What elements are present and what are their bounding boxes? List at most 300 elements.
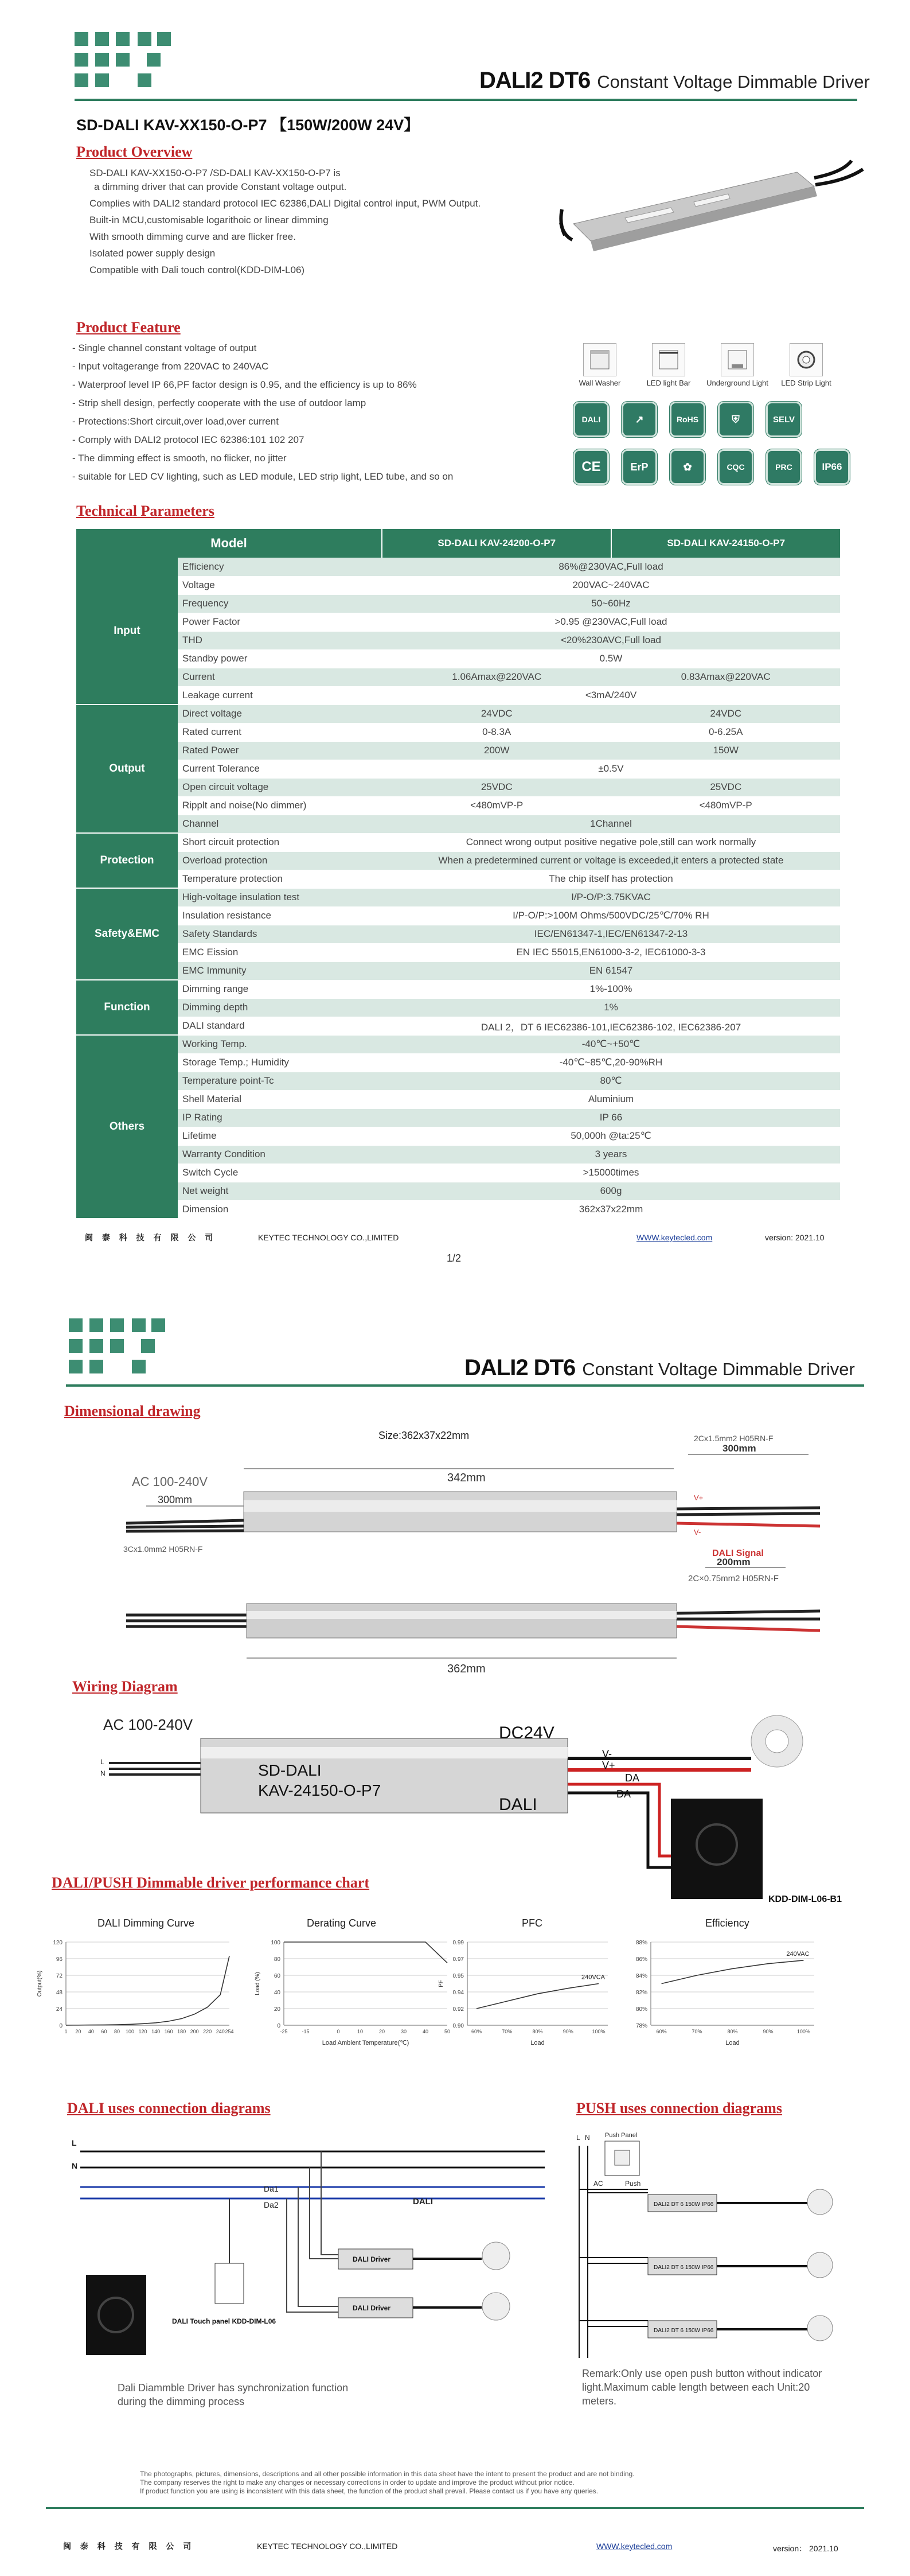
y-tick-label: 0.90 (452, 2023, 464, 2029)
table-row (76, 686, 840, 705)
footer-divider (46, 2507, 864, 2509)
dim-362: 362mm (447, 1663, 486, 1675)
dim-ac-label: AC 100-240V (132, 1474, 208, 1489)
dim-300-left: 300mm (158, 1494, 193, 1505)
wiring-l: L (100, 1758, 104, 1766)
param-value: <20%230AVC,Full load (382, 631, 840, 649)
param-value-a: 200W (382, 741, 611, 760)
table-row (76, 668, 840, 686)
ce-cert-icon: CE (573, 449, 609, 485)
list-item: Built-in MCU,customisable logarithoic or linear dimming (89, 215, 329, 225)
param-name: Temperature point-Tc (178, 1072, 382, 1090)
cert-row-2 (573, 449, 862, 485)
y-tick-label: 40 (274, 1990, 280, 1996)
list-item: a dimming driver that can provide Constant voltage output. (94, 181, 347, 192)
tech-heading: Technical Parameters (76, 503, 214, 519)
x-tick-label: 80 (114, 2029, 120, 2034)
x-tick-label: 80% (727, 2029, 738, 2034)
wall-washer-icon (583, 343, 616, 376)
dim-size-label: Size:362x37x22mm (378, 1430, 470, 1441)
app-underground-light: Underground Light (703, 343, 772, 387)
table-row (76, 925, 840, 943)
wiring-n: N (100, 1769, 106, 1777)
dim-dali-signal: DALI Signal (712, 1548, 764, 1558)
series-line (477, 1984, 599, 2009)
ecodesign-cert-icon: ✿ (670, 449, 705, 485)
param-name: Open circuit voltage (178, 778, 382, 796)
dimming-cert-icon: ↗ (622, 402, 657, 437)
param-value-b: 0.83Amax@220VAC (611, 668, 840, 686)
param-value: >15000times (382, 1164, 840, 1182)
chart-pfc (436, 1933, 619, 2054)
y-tick-label: 60 (274, 1973, 280, 1979)
y-tick-label: 96 (56, 1956, 63, 1963)
x-tick-label: 40 (422, 2029, 429, 2034)
table-row (76, 649, 840, 668)
param-name: Insulation resistance (178, 906, 382, 925)
table-row (76, 558, 840, 576)
dali-conn-da1: Da1 (264, 2184, 279, 2193)
table-row (76, 962, 840, 980)
y-tick-label: 120 (53, 1940, 63, 1946)
param-name: Current (178, 668, 382, 686)
footer-url[interactable]: WWW.keytecled.com (636, 1233, 713, 1242)
list-item: SD-DALI KAV-XX150-O-P7 /SD-DALI KAV-XX150-O-P7 is (89, 168, 341, 178)
param-value: ±0.5V (382, 760, 840, 778)
wiring-heading: Wiring Diagram (72, 1678, 178, 1695)
table-row (76, 1145, 840, 1164)
param-value-b: 24VDC (611, 705, 840, 723)
param-value: 80℃ (382, 1072, 840, 1090)
param-name: Shell Material (178, 1090, 382, 1108)
list-item: - Comply with DALI2 protocol IEC 62386:101 102 207 (72, 434, 304, 445)
push-conn-heading: PUSH uses connection diagrams (576, 2100, 782, 2116)
param-name: Leakage current (178, 686, 382, 705)
x-tick-label: 90% (763, 2029, 774, 2034)
x-tick-label: -15 (302, 2029, 310, 2034)
table-row (76, 888, 840, 906)
param-name: Direct voltage (178, 705, 382, 723)
param-name: Efficiency (178, 558, 382, 576)
param-value: 50,000h @ta:25℃ (382, 1127, 840, 1145)
group-label: Safety&EMC (76, 888, 178, 980)
param-name: Lifetime (178, 1127, 382, 1145)
param-value: 1%-100% (382, 980, 840, 998)
table-row (76, 998, 840, 1017)
param-value: IP 66 (382, 1108, 840, 1127)
param-value: I/P-O/P:3.75KVAC (382, 888, 840, 906)
series-line (662, 1960, 804, 1984)
page-title: DALI2 DT6 Constant Voltage Dimmable Driver (464, 1355, 855, 1380)
x-axis-label: Load Ambient Temperature(℃) (322, 2040, 409, 2046)
disclaimer: The photographs, pictures, dimensions, descriptions and all other possible information in this data sheet have the intent to present the product and are not binding. The company reserves the right to make any changes or necessary corrections in order to update and improve the product without prior notice. If product function you are using is inconsistent with this data sheet, the function of the product shall prevail. Please contact us if you have any queries. (140, 2470, 635, 2495)
list-item: - Waterproof level IP 66,PF factor design is 0.95, and the efficiency is up to 86% (72, 379, 417, 390)
product-subtitle: SD-DALI KAV-XX150-O-P7 【150W/200W 24V】 (76, 116, 420, 134)
footer-url[interactable]: WWW.keytecled.com (596, 2542, 673, 2551)
x-tick-label: 30 (400, 2029, 407, 2034)
dali-conn-heading: DALI uses connection diagrams (67, 2100, 271, 2116)
header-divider (75, 99, 857, 101)
table-row (76, 1017, 840, 1035)
app-wall-washer: Wall Washer (565, 343, 634, 387)
dali-conn-dali: DALI (413, 2197, 433, 2207)
footer-version: version： 2021.10 (773, 2544, 838, 2553)
selv-cert-icon: SELV (766, 402, 802, 437)
table-row (76, 576, 840, 594)
y-tick-label: 0.94 (452, 1990, 464, 1996)
cert-row-1 (573, 402, 814, 437)
overview-list (85, 166, 481, 277)
y-tick-label: 84% (635, 1973, 647, 1979)
param-value: >0.95 @230VAC,Full load (382, 613, 840, 631)
y-tick-label: 0.97 (452, 1956, 464, 1963)
param-name: Warranty Condition (178, 1145, 382, 1164)
y-tick-label: 86% (635, 1956, 647, 1963)
param-value: -40℃~85℃,20-90%RH (382, 1053, 840, 1072)
param-name: Dimming depth (178, 998, 382, 1017)
dali-cert-icon: DALI (573, 402, 609, 437)
wiring-da2: DA (616, 1788, 631, 1800)
param-value-a: 1.06Amax@220VAC (382, 668, 611, 686)
param-value: IEC/EN61347-1,IEC/EN61347-2-13 (382, 925, 840, 943)
x-tick-label: 10 (357, 2029, 364, 2034)
param-name: Switch Cycle (178, 1164, 382, 1182)
param-value: I/P-O/P:>100M Ohms/500VDC/25℃/70% RH (382, 906, 840, 925)
led-bar-icon (652, 343, 685, 376)
table-row (76, 1072, 840, 1090)
table-row (76, 1053, 840, 1072)
push-conn-driver1: DALI2 DT 6 150W IP66 (654, 2201, 714, 2208)
chart-title-dali: DALI Dimming Curve (97, 1917, 195, 1929)
x-tick-label: 100 (126, 2029, 135, 2034)
y-tick-label: 0 (59, 2023, 63, 2029)
x-tick-label: 100% (796, 2029, 810, 2034)
prc-cert-icon: PRC (766, 449, 802, 485)
y-tick-label: 0.99 (452, 1940, 464, 1946)
table-header (76, 529, 840, 558)
param-name: Short circuit protection (178, 833, 382, 851)
push-conn-push: Push (625, 2180, 641, 2188)
page-title: DALI2 DT6 Constant Voltage Dimmable Driver (479, 68, 870, 93)
param-value: Connect wrong output positive negative pole,still can work normally (382, 833, 840, 851)
x-tick-label: 200 (190, 2029, 199, 2034)
param-name: Working Temp. (178, 1035, 382, 1053)
dim-cable-in: 3Cx1.0mm2 H05RN-F (123, 1544, 203, 1554)
param-name: EMC Immunity (178, 962, 382, 980)
x-axis-label: Load (725, 2040, 740, 2046)
param-value: 1% (382, 998, 840, 1017)
wiring-model1: SD-DALI (258, 1761, 322, 1779)
y-tick-label: 20 (274, 2006, 280, 2013)
col-model: Model (76, 529, 382, 558)
param-value-b: 25VDC (611, 778, 840, 796)
param-value: EN 61547 (382, 962, 840, 980)
y-tick-label: 72 (56, 1973, 63, 1979)
table-row (76, 1164, 840, 1182)
push-conn-n: N (585, 2134, 590, 2142)
safety-cert-icon: ⛨ (718, 402, 753, 437)
param-value: The chip itself has protection (382, 870, 840, 888)
page-number: 1/2 (447, 1252, 462, 1264)
y-tick-label: 78% (635, 2023, 647, 2029)
x-tick-label: 80% (532, 2029, 543, 2034)
wiring-model2: KAV-24150-O-P7 (258, 1781, 381, 1799)
param-value: Aluminium (382, 1090, 840, 1108)
param-name: Net weight (178, 1182, 382, 1200)
param-name: IP Rating (178, 1108, 382, 1127)
table-row (76, 833, 840, 851)
y-tick-label: 80 (274, 1956, 280, 1963)
app-strip-light: LED Strip Light (772, 343, 841, 387)
y-tick-label: 100 (271, 1940, 280, 1946)
param-value: 86%@230VAC,Full load (382, 558, 840, 576)
param-value: 50~60Hz (382, 594, 840, 613)
x-tick-label: 180 (177, 2029, 186, 2034)
param-value-b: 0-6.25A (611, 723, 840, 741)
list-item: With smooth dimming curve and are flicker free. (89, 231, 296, 242)
y-tick-label: 48 (56, 1990, 63, 1996)
application-icons (565, 343, 841, 387)
push-connection-diagram (573, 2128, 837, 2369)
company-logo (69, 1314, 166, 1386)
param-value: 1Channel (382, 815, 840, 833)
x-tick-label: 40 (88, 2029, 94, 2034)
push-conn-ac: AC (593, 2180, 603, 2188)
footer-company: KEYTEC TECHNOLOGY CO.,LIMITED (258, 1233, 399, 1242)
chart-title-eff: Efficiency (705, 1917, 749, 1929)
param-value: DALI 2，DT 6 IEC62386-101,IEC62386-102, IEC62386-207 (382, 1017, 840, 1035)
series-line (66, 1956, 229, 2025)
dim-cable-sig: 2C×0.75mm2 H05RN-F (688, 1574, 779, 1583)
param-value: 0.5W (382, 649, 840, 668)
group-label: Output (76, 705, 178, 833)
param-name: Storage Temp.; Humidity (178, 1053, 382, 1072)
dim-heading: Dimensional drawing (64, 1403, 201, 1419)
spec-table (76, 529, 840, 1219)
param-value: 600g (382, 1182, 840, 1200)
app-led-bar: LED light Bar (634, 343, 703, 387)
table-row (76, 1182, 840, 1200)
x-tick-label: 60% (656, 2029, 667, 2034)
param-value-b: 150W (611, 741, 840, 760)
y-axis-label: PF (438, 1980, 444, 1987)
list-item: - The dimming effect is smooth, no flicker, no jitter (72, 453, 287, 464)
wiring-vp: V+ (602, 1760, 615, 1771)
erp-cert-icon: ErP (622, 449, 657, 485)
param-name: Dimming range (178, 980, 382, 998)
dim-200: 200mm (717, 1557, 751, 1567)
rohs-cert-icon: RoHS (670, 402, 705, 437)
param-value: 3 years (382, 1145, 840, 1164)
footer-cn: 闽 泰 科 技 有 限 公 司 (85, 1233, 217, 1242)
x-tick-label: 70% (692, 2029, 702, 2034)
table-row (76, 594, 840, 613)
series-label: 240VAC (786, 1950, 810, 1958)
wiring-ac: AC 100-240V (103, 1716, 193, 1733)
param-name: Frequency (178, 594, 382, 613)
x-tick-label: 20 (378, 2029, 385, 2034)
param-name: DALI standard (178, 1017, 382, 1035)
strip-light-icon (790, 343, 823, 376)
param-name: Ripplt and noise(No dimmer) (178, 796, 382, 815)
x-tick-label: 240 (216, 2029, 225, 2034)
y-axis-label: Output(%) (37, 1970, 43, 1997)
list-item: - Protections:Short circuit,over load,over current (72, 416, 279, 427)
y-axis-label: Load (%) (255, 1972, 261, 1995)
col-model-b: SD-DALI KAV-24150-O-P7 (611, 529, 840, 558)
table-row (76, 705, 840, 723)
dali-conn-driver1: DALI Driver (353, 2255, 391, 2263)
param-name: Power Factor (178, 613, 382, 631)
x-tick-label: 220 (203, 2029, 212, 2034)
y-tick-label: 80% (635, 2006, 647, 2013)
y-tick-label: 82% (635, 1990, 647, 1996)
x-tick-label: -25 (280, 2029, 288, 2034)
table-row (76, 906, 840, 925)
param-value-b: <480mVP-P (611, 796, 840, 815)
x-tick-label: 140 (151, 2029, 161, 2034)
wiring-panel: KDD-DIM-L06-B1 (768, 1894, 842, 1904)
table-row (76, 943, 840, 962)
param-name: Rated current (178, 723, 382, 741)
push-conn-note: Remark:Only use open push button without indicator light.Maximum cable length between each Unit:20 meters. (582, 2368, 822, 2407)
company-logo (75, 28, 172, 99)
series-label: 240VCA (581, 1974, 606, 1981)
table-row (76, 851, 840, 870)
product-photo (556, 155, 866, 270)
header-divider (66, 1384, 864, 1387)
table-row (76, 723, 840, 741)
param-name: Rated Power (178, 741, 382, 760)
overview-heading: Product Overview (76, 143, 193, 160)
list-item: - Single channel constant voltage of output (72, 343, 257, 353)
table-row (76, 741, 840, 760)
table-row (76, 815, 840, 833)
param-name: THD (178, 631, 382, 649)
param-value: <3mA/240V (382, 686, 840, 705)
dali-conn-n: N (72, 2161, 78, 2170)
x-tick-label: 60 (101, 2029, 107, 2034)
list-item: - Input voltagerange from 220VAC to 240VAC (72, 361, 269, 372)
wiring-vm: V- (602, 1748, 612, 1760)
feature-heading: Product Feature (76, 319, 181, 336)
x-tick-label: 120 (138, 2029, 147, 2034)
param-value: 362x37x22mm (382, 1200, 840, 1219)
perf-heading: DALI/PUSH Dimmable driver performance chart (52, 1874, 370, 1891)
push-conn-driver3: DALI2 DT 6 150W IP66 (654, 2328, 714, 2334)
x-tick-label: 70% (502, 2029, 513, 2034)
dali-conn-da2: Da2 (264, 2200, 279, 2209)
chart-derating (252, 1933, 459, 2054)
x-tick-label: 20 (75, 2029, 81, 2034)
list-item: Compatible with Dali touch control(KDD-DIM-L06) (89, 264, 305, 275)
group-label: Input (76, 558, 178, 705)
param-value-a: 24VDC (382, 705, 611, 723)
param-name: Channel (178, 815, 382, 833)
wiring-da1: DA (625, 1772, 640, 1784)
series-line (284, 1942, 447, 1963)
dim-vplus: V+ (694, 1493, 704, 1502)
x-tick-label: 160 (164, 2029, 173, 2034)
ip66-cert-icon: IP66 (814, 449, 850, 485)
table-row (76, 1108, 840, 1127)
dali-connection-diagram (69, 2134, 545, 2375)
x-tick-label: 0 (337, 2029, 340, 2034)
table-row (76, 1127, 840, 1145)
dimensional-drawing (115, 1429, 820, 1681)
x-tick-label: 1 (64, 2029, 68, 2034)
chart-dali-curve (34, 1933, 241, 2054)
y-tick-label: 0.95 (452, 1973, 464, 1979)
cqc-cert-icon: CQC (718, 449, 753, 485)
table-row (76, 760, 840, 778)
chart-efficiency (619, 1933, 826, 2054)
param-value-a: 25VDC (382, 778, 611, 796)
param-value: 200VAC~240VAC (382, 576, 840, 594)
param-name: Dimension (178, 1200, 382, 1219)
param-value: When a predetermined current or voltage is exceeded,it enters a protected state (382, 851, 840, 870)
x-tick-label: 100% (592, 2029, 606, 2034)
table-row (76, 1200, 840, 1219)
table-row (76, 870, 840, 888)
group-label: Others (76, 1035, 178, 1219)
footer-company: KEYTEC TECHNOLOGY CO.,LIMITED (257, 2542, 398, 2551)
y-tick-label: 88% (635, 1940, 647, 1946)
param-name: Safety Standards (178, 925, 382, 943)
table-row (76, 796, 840, 815)
group-label: Function (76, 980, 178, 1035)
list-item: - Strip shell design, perfectly cooperate with the use of outdoor lamp (72, 398, 366, 408)
wiring-dc: DC24V (499, 1723, 554, 1742)
push-conn-driver2: DALI2 DT 6 150W IP66 (654, 2264, 714, 2271)
group-label: Protection (76, 833, 178, 888)
chart-title-derating: Derating Curve (307, 1917, 377, 1929)
x-tick-label: 60% (471, 2029, 482, 2034)
dim-300-right: 300mm (722, 1443, 756, 1454)
param-value: EN IEC 55015,EN61000-3-2, IEC61000-3-3 (382, 943, 840, 962)
y-tick-label: 0.92 (452, 2006, 464, 2013)
dali-conn-l: L (72, 2138, 77, 2147)
y-tick-label: 24 (56, 2006, 63, 2013)
table-row (76, 1090, 840, 1108)
col-model-a: SD-DALI KAV-24200-O-P7 (382, 529, 611, 558)
dim-vminus: V- (694, 1528, 701, 1536)
dali-conn-driver2: DALI Driver (353, 2304, 391, 2312)
push-conn-panel: Push Panel (605, 2132, 638, 2139)
param-value: -40℃~+50℃ (382, 1035, 840, 1053)
x-tick-label: 254 (225, 2029, 234, 2034)
table-row (76, 613, 840, 631)
list-item: Complies with DALI2 standard protocol IEC 62386,DALI Digital control input, PWM Output. (89, 198, 481, 209)
underground-light-icon (721, 343, 754, 376)
chart-title-pfc: PFC (522, 1917, 542, 1929)
param-name: High-voltage insulation test (178, 888, 382, 906)
x-tick-label: 90% (563, 2029, 573, 2034)
list-item: - suitable for LED CV lighting, such as LED module, LED strip light, LED tube, and so on (72, 471, 454, 482)
y-tick-label: 0 (277, 2023, 280, 2029)
param-name: Overload protection (178, 851, 382, 870)
x-axis-label: Load (530, 2040, 545, 2046)
footer-cn: 闽 泰 科 技 有 限 公 司 (63, 2542, 195, 2551)
table-row (76, 980, 840, 998)
table-row (76, 778, 840, 796)
dali-conn-note: Dali Diammble Driver has synchronization function during the dimming process (118, 2382, 349, 2407)
param-name: Voltage (178, 576, 382, 594)
table-row (76, 631, 840, 649)
table-row (76, 1035, 840, 1053)
x-tick-label: 50 (444, 2029, 451, 2034)
push-conn-l: L (576, 2134, 580, 2142)
